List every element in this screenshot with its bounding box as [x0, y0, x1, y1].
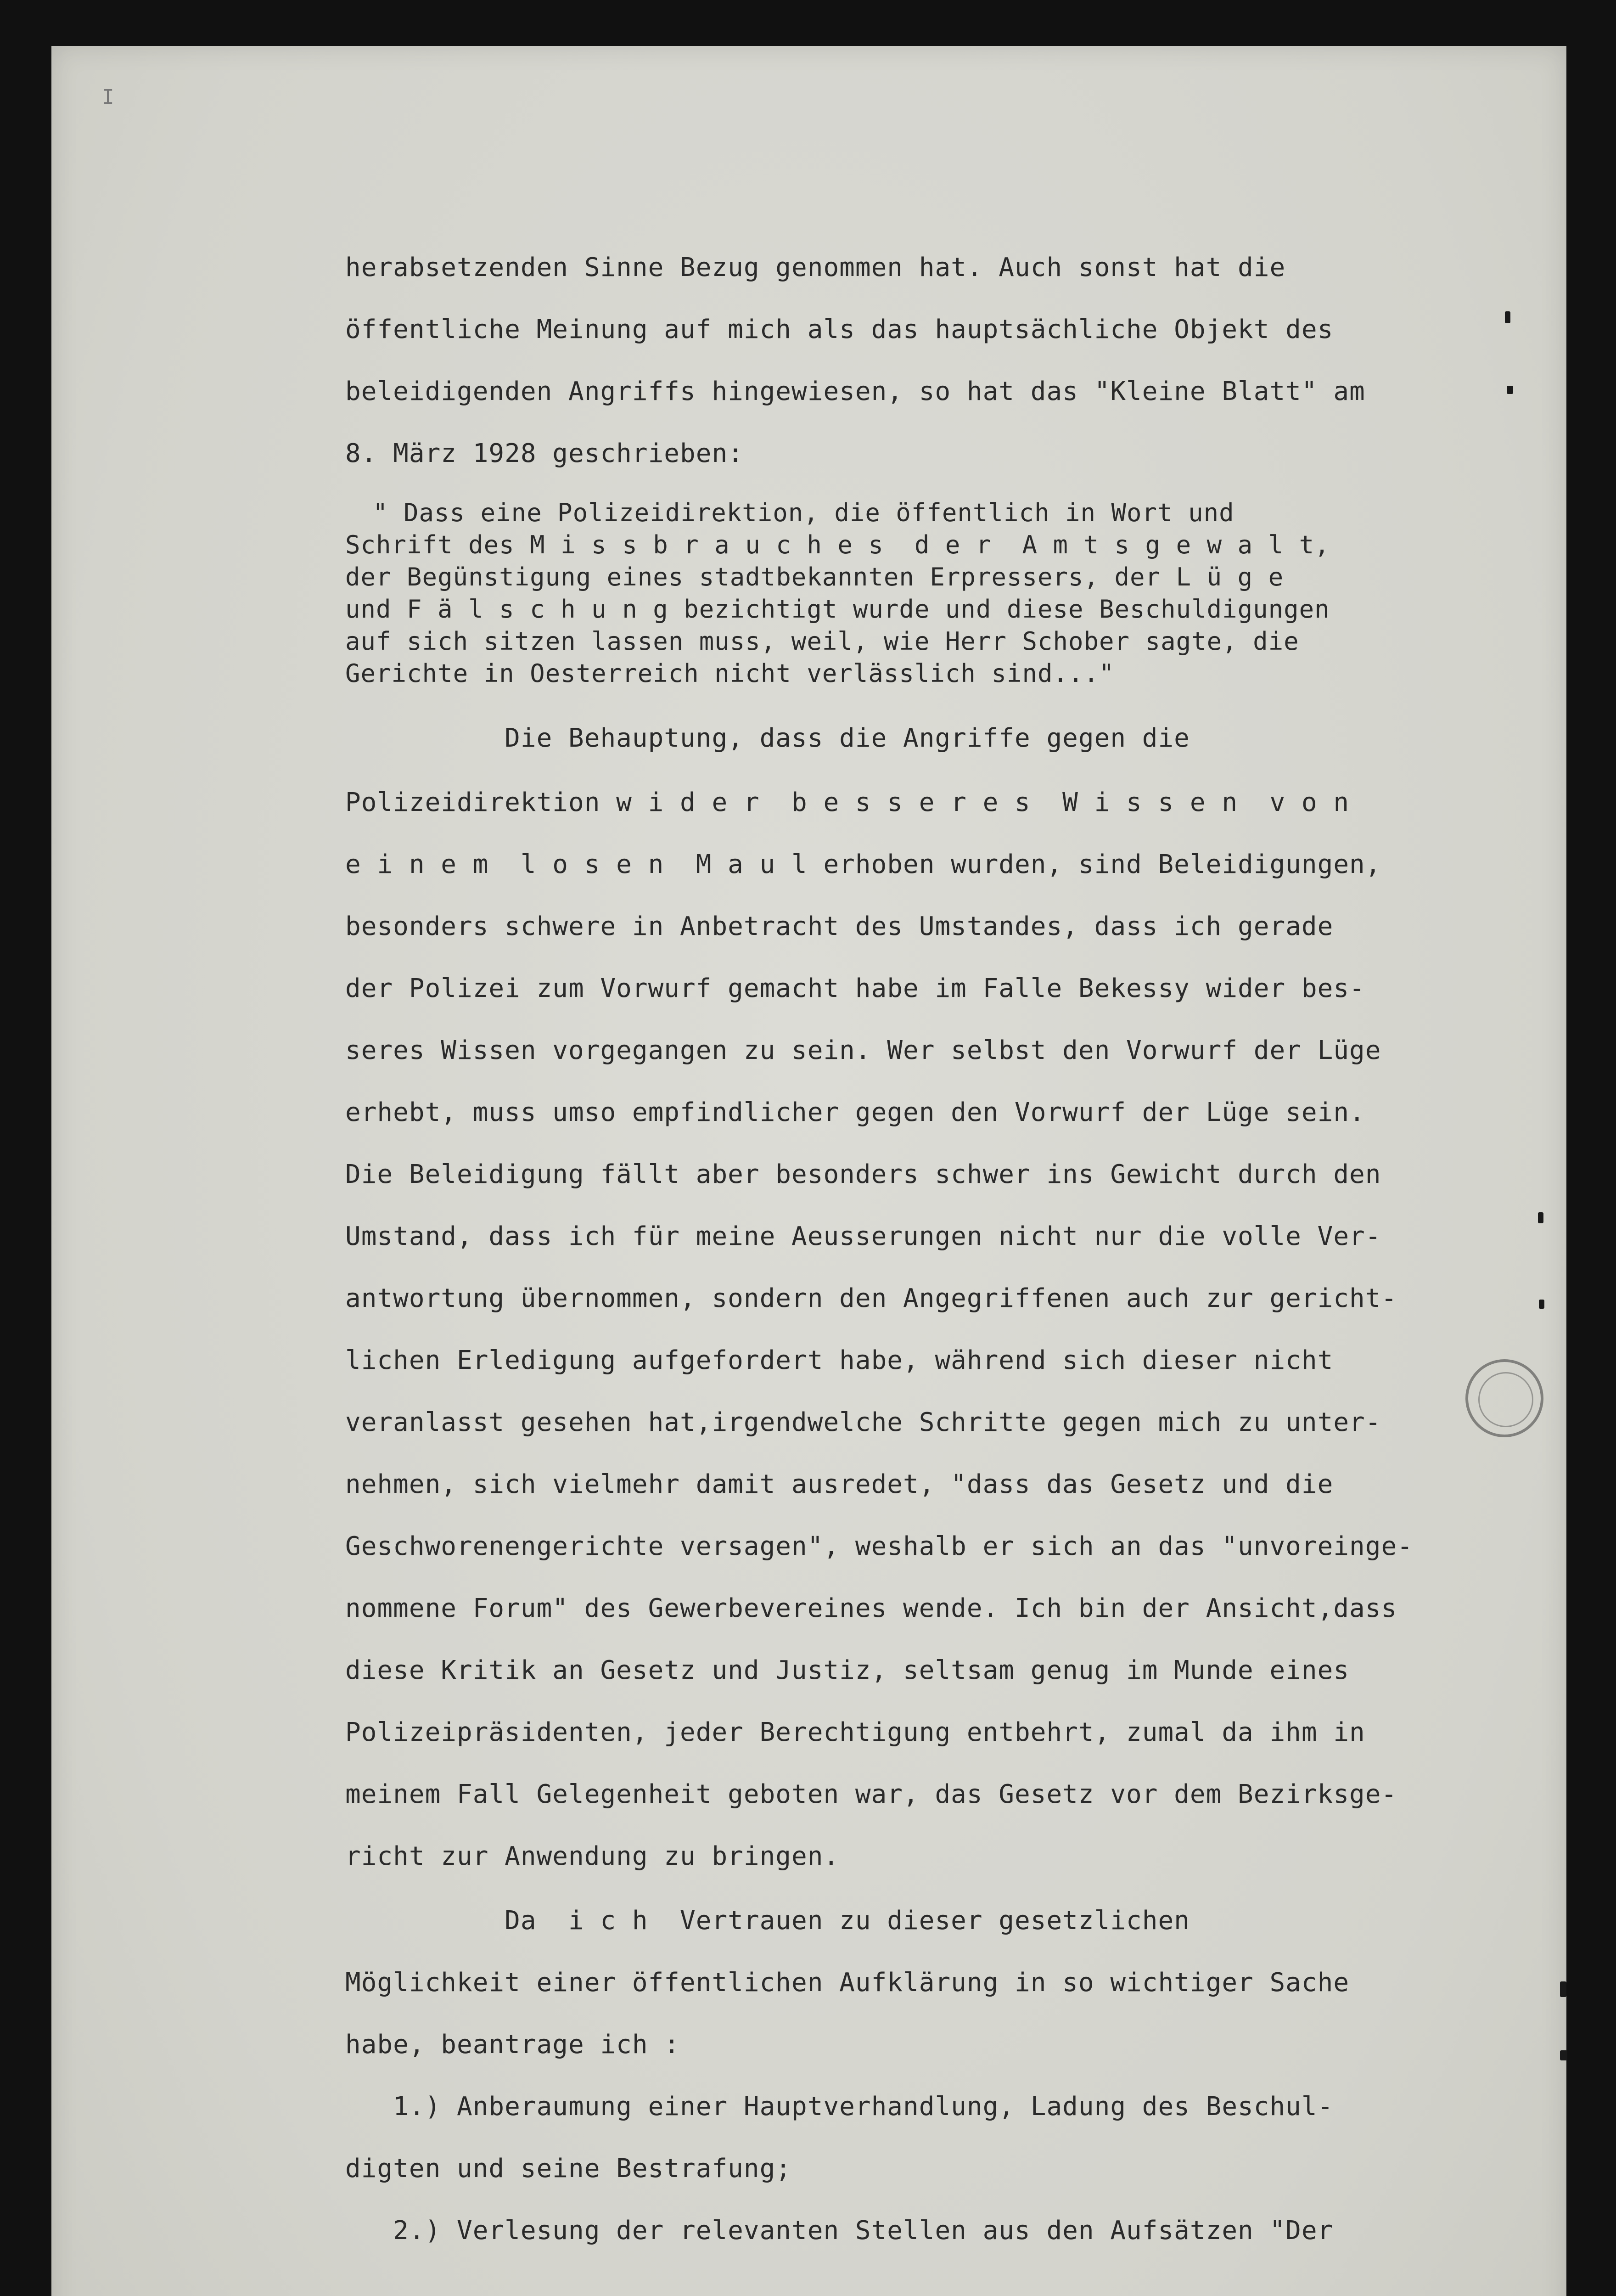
text-line: habe, beantrage ich :: [345, 2030, 680, 2060]
text-line: der Polizei zum Vorwurf gemacht habe im Falle Bekessy wider bes-: [345, 974, 1365, 1003]
text-line: Die Behauptung, dass die Angriffe gegen die: [345, 723, 1190, 753]
text-line: nehmen, sich vielmehr damit ausredet, "dass das Gesetz und die: [345, 1469, 1334, 1499]
text-line: richt zur Anwendung zu bringen.: [345, 1841, 840, 1871]
text-line: besonders schwere in Anbetracht des Umstandes, dass ich gerade: [345, 912, 1334, 941]
margin-mark: [1538, 1212, 1543, 1223]
document-page: [51, 46, 1566, 2296]
quote-line: der Begünstigung eines stadtbekannten Erpressers, der L ü g e: [345, 563, 1284, 591]
margin-mark: [1507, 386, 1513, 394]
text-line: Geschworenengerichte versagen", weshalb er sich an das "unvoreinge-: [345, 1531, 1413, 1561]
text-line: digten und seine Bestrafung;: [345, 2154, 792, 2183]
text-line: erhebt, muss umso empfindlicher gegen den Vorwurf der Lüge sein.: [345, 1097, 1365, 1127]
text-line: lichen Erledigung aufgefordert habe, während sich dieser nicht: [345, 1345, 1334, 1375]
text-line: 1.) Anberaumung einer Hauptverhandlung, Ladung des Beschul-: [345, 2092, 1334, 2122]
text-line: Polizeidirektion w i d e r b e s s e r e s W i s s e n v o n: [345, 788, 1350, 817]
text-line: beleidigenden Angriffs hingewiesen, so hat das "Kleine Blatt" am: [345, 377, 1365, 406]
text-line: e i n e m l o s e n M a u l erhoben wurden, sind Beleidigungen,: [345, 850, 1381, 879]
text-line: antwortung übernommen, sondern den Angegriffenen auch zur gericht-: [345, 1283, 1397, 1313]
text-line: Polizeipräsidenten, jeder Berechtigung entbehrt, zumal da ihm in: [345, 1717, 1365, 1747]
quote-line: auf sich sitzen lassen muss, weil, wie Herr Schober sagte, die: [345, 627, 1299, 656]
text-line: nommene Forum" des Gewerbevereines wende. Ich bin der Ansicht,dass: [345, 1593, 1397, 1623]
page-marker: I: [102, 85, 115, 109]
text-line: diese Kritik an Gesetz und Justiz, seltsam genug im Munde eines: [345, 1655, 1350, 1685]
quote-line: " Dass eine Polizeidirektion, die öffentlich in Wort und: [373, 498, 1234, 527]
text-line: meinem Fall Gelegenheit geboten war, das Gesetz vor dem Bezirksge-: [345, 1779, 1397, 1809]
margin-mark: [1505, 311, 1510, 323]
text-line: herabsetzenden Sinne Bezug genommen hat. Auch sonst hat die: [345, 253, 1286, 282]
text-line: seres Wissen vorgegangen zu sein. Wer selbst den Vorwurf der Lüge: [345, 1035, 1381, 1065]
text-line: 8. März 1928 geschrieben:: [345, 439, 744, 468]
text-line: öffentliche Meinung auf mich als das hauptsächliche Objekt des: [345, 315, 1334, 344]
margin-mark: [1560, 2050, 1567, 2060]
quote-line: Schrift des M i s s b r a u c h e s d e r A m t s g e w a l t,: [345, 530, 1330, 559]
quote-line: und F ä l s c h u n g bezichtigt wurde und diese Beschuldigungen: [345, 595, 1330, 624]
text-line: veranlasst gesehen hat,irgendwelche Schritte gegen mich zu unter-: [345, 1407, 1381, 1437]
text-line: Die Beleidigung fällt aber besonders schwer ins Gewicht durch den: [345, 1159, 1381, 1189]
margin-mark: [1560, 1981, 1566, 1997]
text-line: Umstand, dass ich für meine Aeusserungen nicht nur die volle Ver-: [345, 1221, 1381, 1251]
text-line: 2.) Verlesung der relevanten Stellen aus den Aufsätzen "Der: [345, 2216, 1334, 2245]
text-line: Da i c h Vertrauen zu dieser gesetzlichen: [345, 1906, 1190, 1936]
margin-mark: [1539, 1300, 1544, 1309]
archive-stamp: [1465, 1359, 1543, 1437]
quote-line: Gerichte in Oesterreich nicht verlässlich sind...": [345, 659, 1115, 688]
text-line: Möglichkeit einer öffentlichen Aufklärung in so wichtiger Sache: [345, 1968, 1350, 1998]
